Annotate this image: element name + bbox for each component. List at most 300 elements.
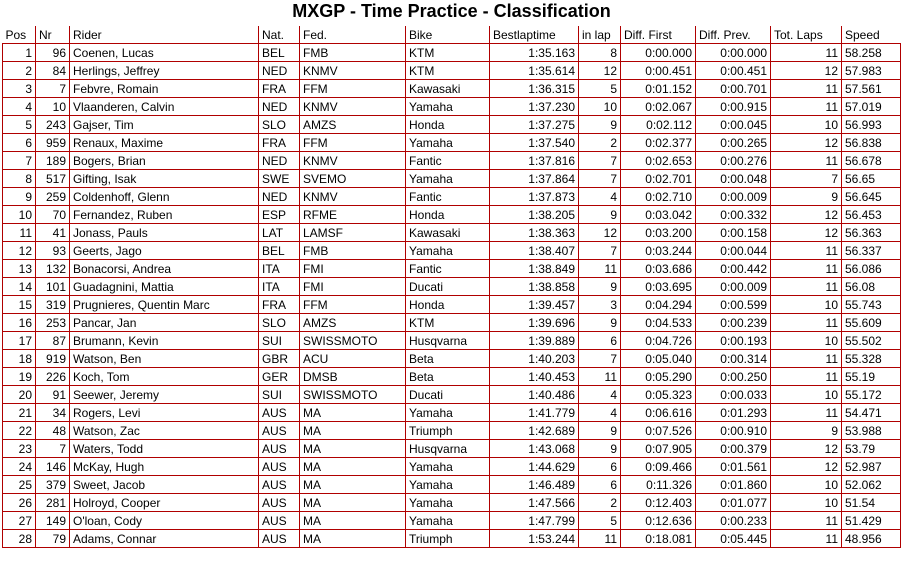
- cell-nat: SLO: [259, 116, 300, 134]
- cell-fed: FFM: [300, 134, 406, 152]
- col-fed-header: Fed.: [300, 26, 406, 44]
- cell-bike: Yamaha: [406, 242, 490, 260]
- cell-diff-first: 0:03.244: [621, 242, 696, 260]
- cell-pos: 11: [3, 224, 36, 242]
- cell-nr: 259: [36, 188, 70, 206]
- col-diff-first-header: Diff. First: [621, 26, 696, 44]
- cell-pos: 18: [3, 350, 36, 368]
- cell-diff-prev: 0:00.379: [696, 440, 771, 458]
- cell-diff-first: 0:09.466: [621, 458, 696, 476]
- cell-diff-prev: 0:00.701: [696, 80, 771, 98]
- cell-speed: 51.429: [842, 512, 901, 530]
- cell-nat: AUS: [259, 458, 300, 476]
- cell-nr: 96: [36, 44, 70, 62]
- header-row: [3, 26, 901, 44]
- cell-speed: 55.19: [842, 368, 901, 386]
- table-row: [3, 224, 901, 242]
- cell-nr: 84: [36, 62, 70, 80]
- cell-diff-first: 0:03.686: [621, 260, 696, 278]
- cell-bestlaptime: 1:40.486: [490, 386, 579, 404]
- cell-diff-first: 0:02.653: [621, 152, 696, 170]
- cell-pos: 7: [3, 152, 36, 170]
- cell-fed: MA: [300, 512, 406, 530]
- cell-in-lap: 9: [579, 314, 621, 332]
- cell-rider: Sweet, Jacob: [70, 476, 259, 494]
- cell-fed: SWISSMOTO: [300, 386, 406, 404]
- cell-tot-laps: 12: [771, 440, 842, 458]
- cell-bike: KTM: [406, 314, 490, 332]
- cell-bike: Beta: [406, 350, 490, 368]
- cell-tot-laps: 11: [771, 242, 842, 260]
- cell-diff-prev: 0:00.044: [696, 242, 771, 260]
- col-bestlaptime-header: Bestlaptime: [490, 26, 579, 44]
- cell-diff-first: 0:00.000: [621, 44, 696, 62]
- cell-fed: KNMV: [300, 62, 406, 80]
- cell-fed: FFM: [300, 80, 406, 98]
- cell-bestlaptime: 1:39.889: [490, 332, 579, 350]
- table-row: [3, 116, 901, 134]
- cell-tot-laps: 12: [771, 134, 842, 152]
- cell-fed: FFM: [300, 296, 406, 314]
- cell-bestlaptime: 1:37.873: [490, 188, 579, 206]
- table-row: [3, 80, 901, 98]
- cell-bike: Triumph: [406, 422, 490, 440]
- cell-tot-laps: 11: [771, 260, 842, 278]
- cell-bike: Yamaha: [406, 476, 490, 494]
- table-body: [3, 44, 901, 548]
- cell-rider: Geerts, Jago: [70, 242, 259, 260]
- cell-nr: 79: [36, 530, 70, 548]
- cell-speed: 55.328: [842, 350, 901, 368]
- cell-pos: 1: [3, 44, 36, 62]
- cell-pos: 9: [3, 188, 36, 206]
- cell-nr: 253: [36, 314, 70, 332]
- cell-in-lap: 7: [579, 242, 621, 260]
- cell-nat: NED: [259, 152, 300, 170]
- cell-bestlaptime: 1:38.363: [490, 224, 579, 242]
- cell-rider: Jonass, Pauls: [70, 224, 259, 242]
- cell-diff-first: 0:02.701: [621, 170, 696, 188]
- cell-diff-prev: 0:00.000: [696, 44, 771, 62]
- cell-fed: FMB: [300, 242, 406, 260]
- cell-nr: 41: [36, 224, 70, 242]
- cell-nat: AUS: [259, 494, 300, 512]
- cell-fed: RFME: [300, 206, 406, 224]
- table-row: [3, 152, 901, 170]
- cell-pos: 10: [3, 206, 36, 224]
- cell-speed: 57.019: [842, 98, 901, 116]
- cell-rider: Vlaanderen, Calvin: [70, 98, 259, 116]
- cell-diff-prev: 0:01.860: [696, 476, 771, 494]
- cell-nr: 189: [36, 152, 70, 170]
- cell-rider: Coenen, Lucas: [70, 44, 259, 62]
- cell-tot-laps: 12: [771, 224, 842, 242]
- cell-bike: Yamaha: [406, 494, 490, 512]
- cell-fed: AMZS: [300, 314, 406, 332]
- cell-fed: MA: [300, 440, 406, 458]
- cell-bestlaptime: 1:43.068: [490, 440, 579, 458]
- cell-diff-prev: 0:00.442: [696, 260, 771, 278]
- cell-fed: MA: [300, 476, 406, 494]
- cell-speed: 52.987: [842, 458, 901, 476]
- cell-speed: 56.838: [842, 134, 901, 152]
- cell-tot-laps: 11: [771, 350, 842, 368]
- cell-speed: 56.363: [842, 224, 901, 242]
- cell-pos: 25: [3, 476, 36, 494]
- cell-diff-prev: 0:00.599: [696, 296, 771, 314]
- cell-rider: Pancar, Jan: [70, 314, 259, 332]
- cell-pos: 27: [3, 512, 36, 530]
- cell-nr: 379: [36, 476, 70, 494]
- cell-diff-first: 0:11.326: [621, 476, 696, 494]
- cell-rider: Fernandez, Ruben: [70, 206, 259, 224]
- cell-bike: Fantic: [406, 260, 490, 278]
- cell-fed: SWISSMOTO: [300, 332, 406, 350]
- cell-nr: 226: [36, 368, 70, 386]
- cell-bike: Fantic: [406, 188, 490, 206]
- cell-diff-first: 0:03.200: [621, 224, 696, 242]
- cell-bestlaptime: 1:40.203: [490, 350, 579, 368]
- cell-speed: 56.453: [842, 206, 901, 224]
- cell-tot-laps: 10: [771, 116, 842, 134]
- cell-nat: FRA: [259, 134, 300, 152]
- table-row: [3, 422, 901, 440]
- table-row: [3, 494, 901, 512]
- cell-bike: Yamaha: [406, 458, 490, 476]
- cell-bestlaptime: 1:38.205: [490, 206, 579, 224]
- cell-pos: 15: [3, 296, 36, 314]
- cell-rider: Watson, Ben: [70, 350, 259, 368]
- cell-speed: 55.743: [842, 296, 901, 314]
- cell-nat: GER: [259, 368, 300, 386]
- cell-nr: 146: [36, 458, 70, 476]
- cell-diff-prev: 0:05.445: [696, 530, 771, 548]
- cell-nat: LAT: [259, 224, 300, 242]
- cell-pos: 2: [3, 62, 36, 80]
- cell-pos: 26: [3, 494, 36, 512]
- cell-bestlaptime: 1:37.816: [490, 152, 579, 170]
- cell-in-lap: 6: [579, 458, 621, 476]
- cell-rider: Renaux, Maxime: [70, 134, 259, 152]
- cell-diff-first: 0:07.905: [621, 440, 696, 458]
- cell-bike: Husqvarna: [406, 332, 490, 350]
- cell-bike: Triumph: [406, 530, 490, 548]
- cell-bestlaptime: 1:37.864: [490, 170, 579, 188]
- cell-rider: Brumann, Kevin: [70, 332, 259, 350]
- table-row: [3, 350, 901, 368]
- cell-diff-prev: 0:00.033: [696, 386, 771, 404]
- cell-nat: SWE: [259, 170, 300, 188]
- cell-pos: 13: [3, 260, 36, 278]
- cell-nat: ESP: [259, 206, 300, 224]
- cell-in-lap: 9: [579, 278, 621, 296]
- cell-rider: Waters, Todd: [70, 440, 259, 458]
- cell-pos: 20: [3, 386, 36, 404]
- cell-nr: 48: [36, 422, 70, 440]
- table-row: [3, 458, 901, 476]
- cell-bestlaptime: 1:53.244: [490, 530, 579, 548]
- cell-speed: 57.983: [842, 62, 901, 80]
- cell-fed: MA: [300, 494, 406, 512]
- cell-pos: 12: [3, 242, 36, 260]
- table-row: [3, 440, 901, 458]
- table-header: [3, 26, 901, 44]
- cell-fed: MA: [300, 404, 406, 422]
- cell-nr: 281: [36, 494, 70, 512]
- cell-in-lap: 6: [579, 476, 621, 494]
- cell-bike: Yamaha: [406, 404, 490, 422]
- cell-fed: AMZS: [300, 116, 406, 134]
- cell-bike: Ducati: [406, 386, 490, 404]
- cell-bike: Honda: [406, 116, 490, 134]
- cell-nat: NED: [259, 188, 300, 206]
- cell-fed: KNMV: [300, 152, 406, 170]
- cell-fed: LAMSF: [300, 224, 406, 242]
- cell-tot-laps: 11: [771, 152, 842, 170]
- table-row: [3, 368, 901, 386]
- cell-tot-laps: 11: [771, 512, 842, 530]
- cell-bike: Yamaha: [406, 170, 490, 188]
- cell-bestlaptime: 1:39.457: [490, 296, 579, 314]
- cell-speed: 48.956: [842, 530, 901, 548]
- cell-bike: KTM: [406, 62, 490, 80]
- cell-pos: 5: [3, 116, 36, 134]
- cell-diff-first: 0:12.403: [621, 494, 696, 512]
- cell-nat: ITA: [259, 260, 300, 278]
- cell-fed: KNMV: [300, 188, 406, 206]
- cell-bike: Yamaha: [406, 512, 490, 530]
- cell-pos: 21: [3, 404, 36, 422]
- cell-tot-laps: 11: [771, 404, 842, 422]
- col-in-lap-header: in lap: [579, 26, 621, 44]
- cell-bike: Honda: [406, 206, 490, 224]
- table-row: [3, 476, 901, 494]
- cell-nr: 132: [36, 260, 70, 278]
- cell-diff-prev: 0:01.293: [696, 404, 771, 422]
- cell-fed: KNMV: [300, 98, 406, 116]
- cell-in-lap: 6: [579, 332, 621, 350]
- cell-bike: Yamaha: [406, 134, 490, 152]
- cell-diff-first: 0:05.323: [621, 386, 696, 404]
- cell-pos: 8: [3, 170, 36, 188]
- cell-pos: 28: [3, 530, 36, 548]
- cell-in-lap: 5: [579, 512, 621, 530]
- cell-diff-first: 0:04.294: [621, 296, 696, 314]
- cell-rider: Prugnieres, Quentin Marc: [70, 296, 259, 314]
- cell-rider: Seewer, Jeremy: [70, 386, 259, 404]
- cell-bestlaptime: 1:41.779: [490, 404, 579, 422]
- cell-speed: 55.609: [842, 314, 901, 332]
- cell-tot-laps: 9: [771, 188, 842, 206]
- cell-bestlaptime: 1:37.540: [490, 134, 579, 152]
- table-row: [3, 242, 901, 260]
- cell-bike: KTM: [406, 44, 490, 62]
- cell-tot-laps: 12: [771, 206, 842, 224]
- cell-diff-prev: 0:00.451: [696, 62, 771, 80]
- cell-diff-prev: 0:00.276: [696, 152, 771, 170]
- cell-in-lap: 11: [579, 368, 621, 386]
- cell-tot-laps: 10: [771, 332, 842, 350]
- cell-in-lap: 12: [579, 62, 621, 80]
- cell-fed: MA: [300, 530, 406, 548]
- cell-pos: 6: [3, 134, 36, 152]
- cell-tot-laps: 7: [771, 170, 842, 188]
- cell-tot-laps: 11: [771, 314, 842, 332]
- col-speed-header: Speed: [842, 26, 901, 44]
- cell-tot-laps: 11: [771, 80, 842, 98]
- cell-diff-prev: 0:00.239: [696, 314, 771, 332]
- cell-nr: 149: [36, 512, 70, 530]
- cell-diff-prev: 0:00.910: [696, 422, 771, 440]
- cell-nat: SUI: [259, 332, 300, 350]
- classification-table: [2, 26, 901, 548]
- cell-rider: Bonacorsi, Andrea: [70, 260, 259, 278]
- cell-pos: 23: [3, 440, 36, 458]
- cell-diff-first: 0:02.377: [621, 134, 696, 152]
- table-row: [3, 188, 901, 206]
- col-rider-header: Rider: [70, 26, 259, 44]
- cell-tot-laps: 9: [771, 422, 842, 440]
- table-row: [3, 260, 901, 278]
- cell-diff-prev: 0:00.009: [696, 188, 771, 206]
- cell-in-lap: 4: [579, 188, 621, 206]
- cell-diff-prev: 0:00.265: [696, 134, 771, 152]
- cell-fed: DMSB: [300, 368, 406, 386]
- cell-diff-prev: 0:00.158: [696, 224, 771, 242]
- cell-bestlaptime: 1:35.614: [490, 62, 579, 80]
- cell-nr: 34: [36, 404, 70, 422]
- cell-in-lap: 12: [579, 224, 621, 242]
- cell-rider: McKay, Hugh: [70, 458, 259, 476]
- cell-speed: 53.79: [842, 440, 901, 458]
- cell-nr: 101: [36, 278, 70, 296]
- table-row: [3, 512, 901, 530]
- cell-rider: Guadagnini, Mattia: [70, 278, 259, 296]
- cell-nat: GBR: [259, 350, 300, 368]
- cell-tot-laps: 10: [771, 494, 842, 512]
- cell-in-lap: 4: [579, 404, 621, 422]
- cell-fed: MA: [300, 458, 406, 476]
- cell-rider: Herlings, Jeffrey: [70, 62, 259, 80]
- table-row: [3, 206, 901, 224]
- cell-tot-laps: 11: [771, 368, 842, 386]
- cell-diff-prev: 0:00.009: [696, 278, 771, 296]
- cell-pos: 22: [3, 422, 36, 440]
- cell-diff-first: 0:07.526: [621, 422, 696, 440]
- cell-diff-prev: 0:00.193: [696, 332, 771, 350]
- cell-nr: 87: [36, 332, 70, 350]
- cell-bestlaptime: 1:39.696: [490, 314, 579, 332]
- cell-nat: AUS: [259, 440, 300, 458]
- cell-diff-prev: 0:00.045: [696, 116, 771, 134]
- cell-in-lap: 4: [579, 386, 621, 404]
- cell-rider: Holroyd, Cooper: [70, 494, 259, 512]
- cell-bike: Yamaha: [406, 98, 490, 116]
- cell-diff-first: 0:06.616: [621, 404, 696, 422]
- cell-bike: Kawasaki: [406, 80, 490, 98]
- cell-tot-laps: 11: [771, 44, 842, 62]
- cell-diff-first: 0:05.040: [621, 350, 696, 368]
- cell-rider: Febvre, Romain: [70, 80, 259, 98]
- cell-bike: Ducati: [406, 278, 490, 296]
- cell-diff-prev: 0:00.048: [696, 170, 771, 188]
- cell-fed: SVEMO: [300, 170, 406, 188]
- cell-pos: 4: [3, 98, 36, 116]
- cell-tot-laps: 10: [771, 386, 842, 404]
- cell-tot-laps: 10: [771, 476, 842, 494]
- cell-diff-prev: 0:00.250: [696, 368, 771, 386]
- cell-fed: FMB: [300, 44, 406, 62]
- cell-in-lap: 7: [579, 350, 621, 368]
- cell-diff-first: 0:04.533: [621, 314, 696, 332]
- table-row: [3, 296, 901, 314]
- cell-nat: AUS: [259, 422, 300, 440]
- cell-diff-first: 0:12.636: [621, 512, 696, 530]
- table-row: [3, 278, 901, 296]
- cell-bike: Fantic: [406, 152, 490, 170]
- cell-in-lap: 3: [579, 296, 621, 314]
- cell-speed: 56.645: [842, 188, 901, 206]
- cell-diff-prev: 0:01.561: [696, 458, 771, 476]
- cell-bestlaptime: 1:46.489: [490, 476, 579, 494]
- cell-nr: 93: [36, 242, 70, 260]
- cell-bestlaptime: 1:36.315: [490, 80, 579, 98]
- cell-in-lap: 2: [579, 494, 621, 512]
- cell-tot-laps: 11: [771, 98, 842, 116]
- cell-in-lap: 7: [579, 152, 621, 170]
- cell-speed: 55.502: [842, 332, 901, 350]
- table-row: [3, 314, 901, 332]
- cell-diff-first: 0:04.726: [621, 332, 696, 350]
- cell-pos: 14: [3, 278, 36, 296]
- cell-diff-prev: 0:00.314: [696, 350, 771, 368]
- cell-nat: ITA: [259, 278, 300, 296]
- cell-nr: 959: [36, 134, 70, 152]
- cell-speed: 56.65: [842, 170, 901, 188]
- cell-rider: Coldenhoff, Glenn: [70, 188, 259, 206]
- cell-speed: 56.993: [842, 116, 901, 134]
- cell-rider: O'loan, Cody: [70, 512, 259, 530]
- cell-diff-first: 0:18.081: [621, 530, 696, 548]
- cell-bike: Honda: [406, 296, 490, 314]
- cell-in-lap: 9: [579, 440, 621, 458]
- cell-pos: 19: [3, 368, 36, 386]
- cell-bestlaptime: 1:35.163: [490, 44, 579, 62]
- cell-rider: Watson, Zac: [70, 422, 259, 440]
- cell-rider: Gajser, Tim: [70, 116, 259, 134]
- cell-diff-first: 0:02.067: [621, 98, 696, 116]
- cell-speed: 56.337: [842, 242, 901, 260]
- cell-speed: 54.471: [842, 404, 901, 422]
- cell-pos: 3: [3, 80, 36, 98]
- cell-nat: SUI: [259, 386, 300, 404]
- cell-nr: 70: [36, 206, 70, 224]
- cell-speed: 51.54: [842, 494, 901, 512]
- page-title: MXGP - Time Practice - Classification: [292, 1, 611, 21]
- cell-in-lap: 7: [579, 170, 621, 188]
- cell-pos: 16: [3, 314, 36, 332]
- cell-in-lap: 2: [579, 134, 621, 152]
- cell-in-lap: 9: [579, 116, 621, 134]
- cell-nr: 919: [36, 350, 70, 368]
- cell-bestlaptime: 1:38.858: [490, 278, 579, 296]
- cell-diff-first: 0:03.042: [621, 206, 696, 224]
- cell-in-lap: 11: [579, 530, 621, 548]
- cell-nat: BEL: [259, 44, 300, 62]
- table-row: [3, 62, 901, 80]
- cell-bike: Kawasaki: [406, 224, 490, 242]
- cell-rider: Gifting, Isak: [70, 170, 259, 188]
